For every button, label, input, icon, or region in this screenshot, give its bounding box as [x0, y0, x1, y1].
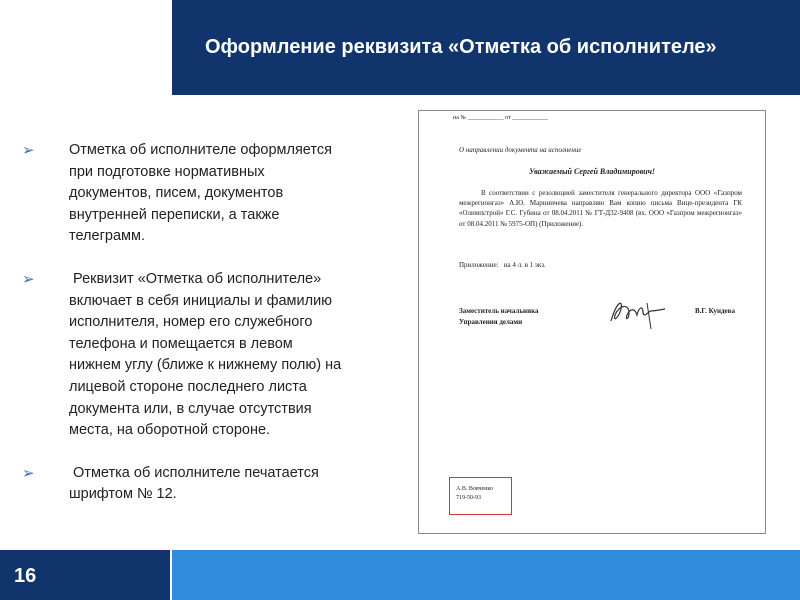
document-reference-line: на № ____________ от ____________ — [453, 115, 549, 121]
document-attachment: Приложение: на 4 л. в 1 экз. — [459, 261, 546, 269]
header-left-panel — [0, 0, 172, 95]
executor-name: А.В. Вовченко — [456, 486, 493, 492]
bullet-text: Отметка об исполнителе печатается шрифтом № 12. — [69, 464, 323, 503]
document-subject: О направлении документа на исполнение — [459, 146, 582, 154]
bullet-text: Отметка об исполнителе оформляется при подготовке нормативных документов, писем, документов внутренней переписки, а также телеграмм. — [69, 142, 332, 245]
bullet-item — [22, 269, 346, 442]
signatory-name: В.Г. Кундева — [695, 307, 735, 315]
slide-title: Оформление реквизита «Отметка об исполнителе» — [205, 36, 717, 58]
bullet-text: Реквизит «Отметка об исполнителе» включает в себя инициалы и фамилию исполнителя, номер его служебного телефона и помещается в левом нижнем углу (ближе к нижнему полю) на лицевой стороне последнего листа документа или, в случае отсутствия места, на оборотной стороне. — [69, 270, 346, 439]
document-greeting: Уважаемый Сергей Владимирович! — [528, 167, 656, 176]
signature-icon — [607, 295, 677, 331]
signatory-title-line: Заместитель начальника — [459, 307, 539, 315]
document-body: В соответствии с резолюцией заместителя генерального директора ООО «Газпром межрегионгаз» А.Ю. Марниичева направляю Вам копию письма Вице-президента ГК «Олимпстрой» Г.С. Губина от 08.04.2011 № ГТ-Д32-9408 (вх. ООО «Газпром межрегионгаз» от 08.04.2011 № 5975-ОП) (Приложение). — [459, 189, 742, 228]
page-number: 16 — [14, 565, 37, 587]
bullet-item — [22, 463, 342, 506]
bullet-item — [22, 140, 342, 248]
signatory-title — [459, 306, 539, 328]
arrow-bullet-icon: ➢ — [22, 464, 35, 482]
executor-phone: 719-50-93 — [456, 495, 481, 501]
signatory-title-line: Управления делами — [459, 318, 523, 326]
bullet-list — [22, 140, 346, 527]
footer-bar — [172, 550, 800, 600]
arrow-bullet-icon: ➢ — [22, 270, 35, 288]
document-sample — [418, 110, 766, 534]
arrow-bullet-icon: ➢ — [22, 142, 35, 159]
executor-mark — [449, 477, 512, 515]
